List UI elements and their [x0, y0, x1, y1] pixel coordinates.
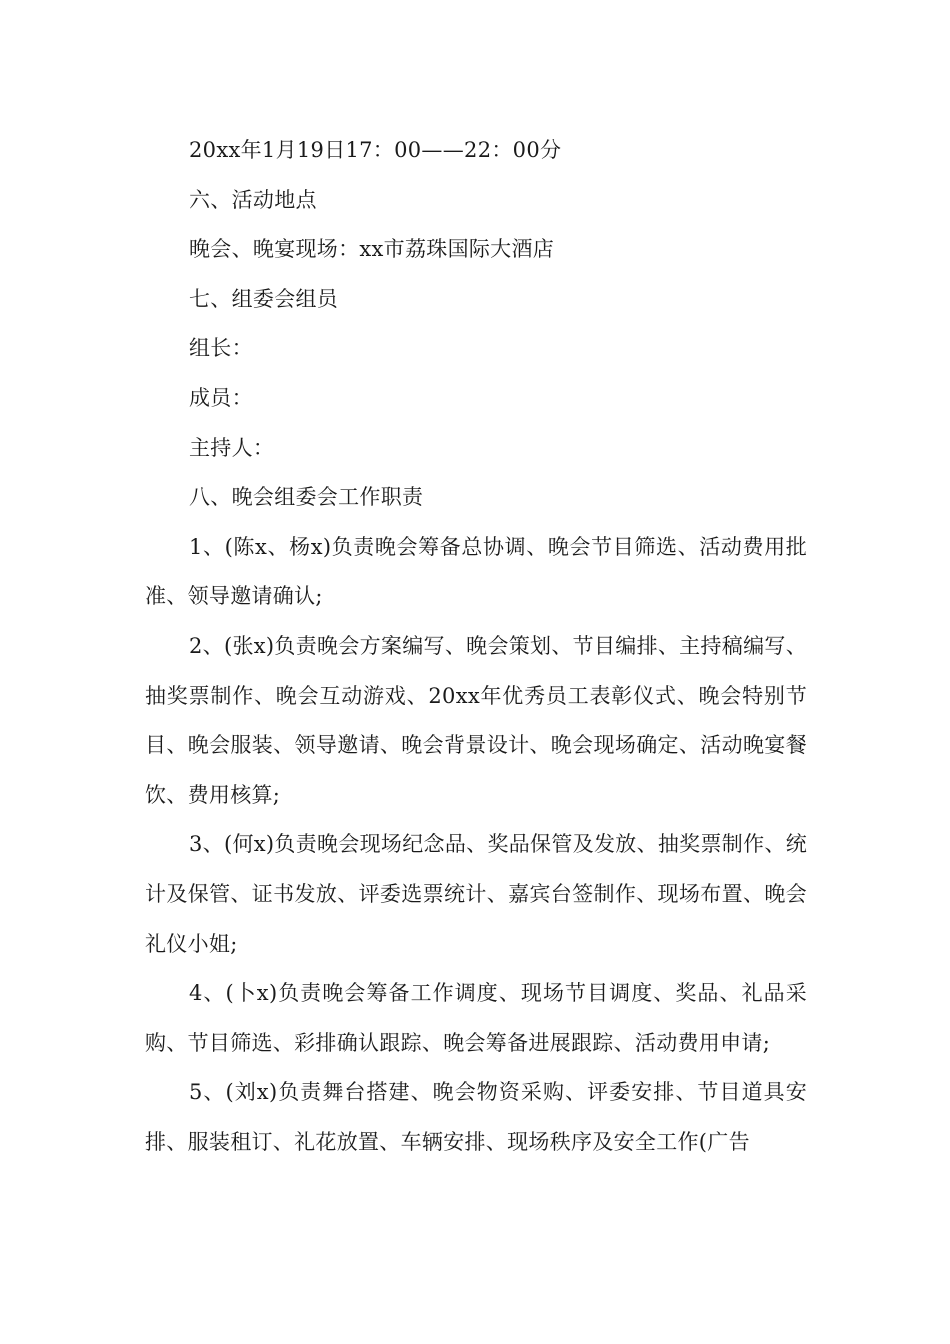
duty-item-2: 2、(张x)负责晚会方案编写、晚会策划、节目编排、主持稿编写、抽奖票制作、晚会互动游戏、20xx年优秀员工表彰仪式、晚会特别节目、晚会服装、领导邀请、晚会背景设计、晚会现场确定、活动晚宴餐饮、费用核算; [145, 633, 807, 807]
committee-members-line: 成员： [189, 385, 253, 410]
document-body [145, 126, 807, 1167]
host-line: 主持人： [189, 435, 275, 460]
committee-leader-line: 组长： [189, 336, 253, 361]
duty-item-3: 3、(何x)负责晚会现场纪念品、奖品保管及发放、抽奖票制作、统计及保管、证书发放、评委选票统计、嘉宾台签制作、现场布置、晚会礼仪小姐; [145, 832, 807, 956]
event-time-paragraph: 20xx年1月19日17：00——22：00分 [189, 138, 562, 162]
section-heading-duties: 八、晚会组委会工作职责 [189, 485, 424, 510]
duty-item-4: 4、(卜x)负责晚会筹备工作调度、现场节目调度、奖品、礼品采购、节目筛选、彩排确认跟踪、晚会筹备进展跟踪、活动费用申请; [145, 981, 807, 1055]
duty-item-5: 5、(刘x)负责舞台搭建、晚会物资采购、评委安排、节目道具安排、服装租订、礼花放置、车辆安排、现场秩序及安全工作(广告 [145, 1080, 807, 1154]
section-heading-committee: 七、组委会组员 [189, 286, 339, 311]
section-heading-venue: 六、活动地点 [189, 187, 317, 212]
duty-item-1: 1、(陈x、杨x)负责晚会筹备总协调、晚会节目筛选、活动费用批准、领导邀请确认; [145, 534, 807, 609]
venue-paragraph: 晚会、晚宴现场：xx市荔珠国际大酒店 [189, 237, 555, 262]
